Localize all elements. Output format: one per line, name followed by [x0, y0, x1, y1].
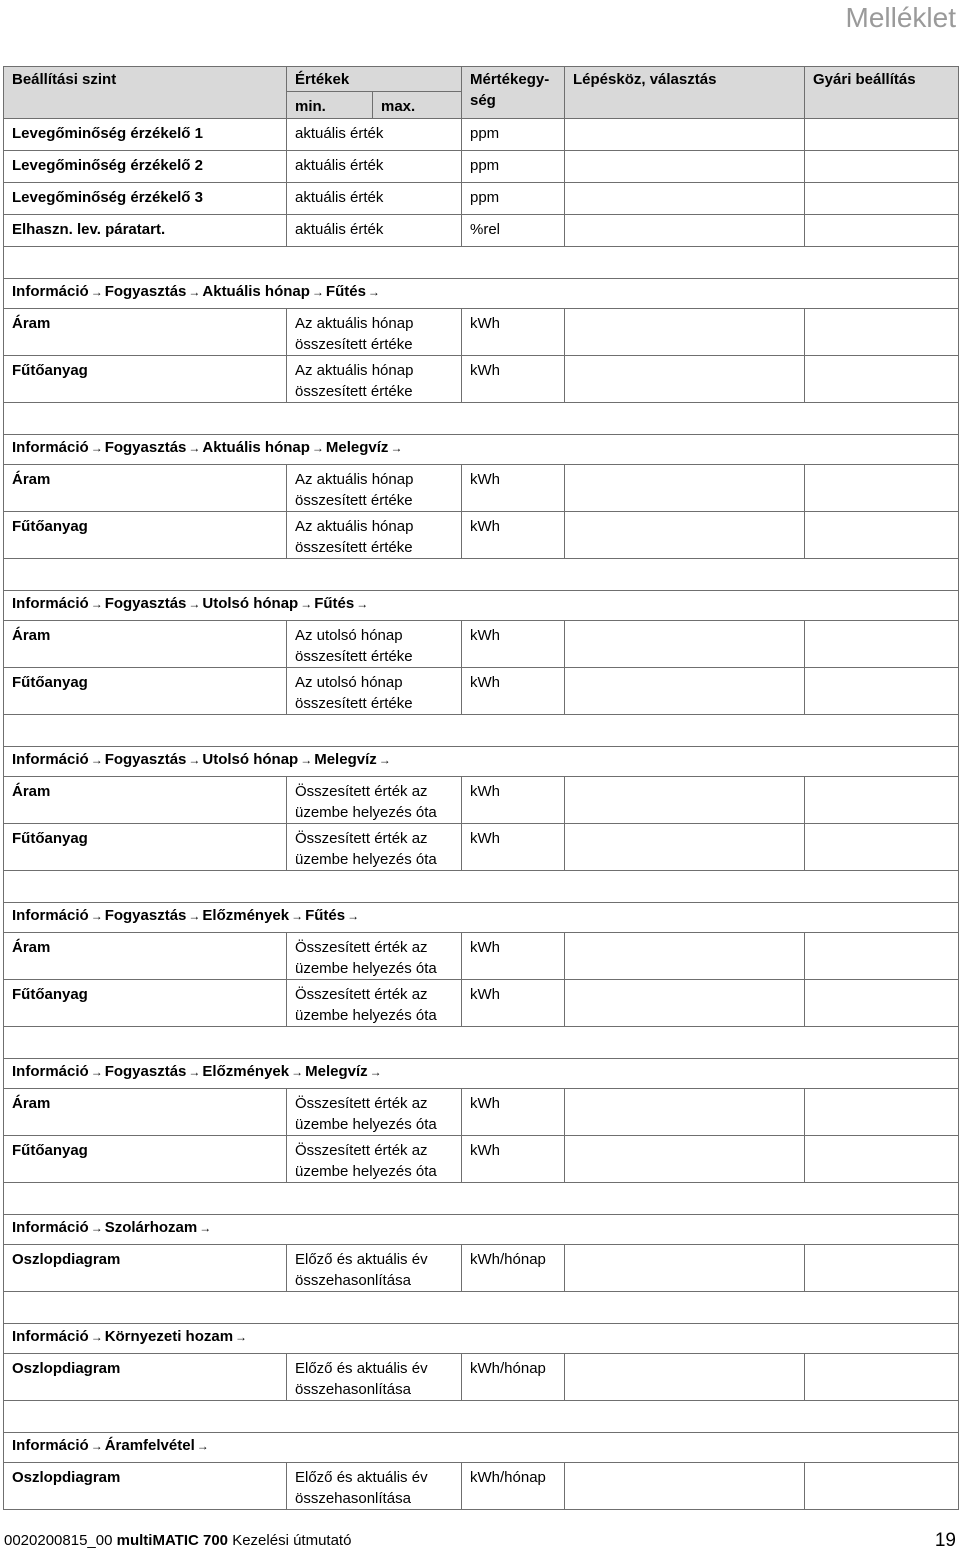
row-step	[565, 668, 805, 715]
row-label: Oszlopdiagram	[4, 1463, 287, 1510]
spacer-cell	[4, 1401, 959, 1433]
table-row	[4, 1354, 959, 1401]
row-step	[565, 151, 805, 183]
menu-path	[4, 747, 959, 777]
menu-path-item: Információ	[12, 907, 89, 924]
row-label: Áram	[4, 309, 287, 356]
table-row	[4, 1245, 959, 1292]
header-factory: Gyári beállítás	[805, 67, 959, 119]
menu-path-item: Információ	[12, 439, 89, 456]
row-value: aktuális érték	[287, 215, 462, 247]
row-value: Összesített érték az üzembe helyezés óta	[287, 777, 462, 824]
row-label: Áram	[4, 777, 287, 824]
row-label: Oszlopdiagram	[4, 1245, 287, 1292]
section-path-row	[4, 435, 959, 465]
table-row	[4, 621, 959, 668]
section-spacer-row	[4, 1027, 959, 1059]
row-factory	[805, 151, 959, 183]
row-unit: kWh/hónap	[462, 1463, 565, 1510]
menu-path-item: Információ	[12, 1219, 89, 1236]
row-unit: kWh	[462, 933, 565, 980]
page-title: Melléklet	[845, 2, 956, 33]
arrow-right-icon: →	[90, 441, 103, 455]
row-factory	[805, 933, 959, 980]
section-path-row	[4, 279, 959, 309]
section-spacer-row	[4, 871, 959, 903]
row-label: Levegőminőség érzékelő 2	[4, 151, 287, 183]
table-row	[4, 309, 959, 356]
arrow-right-icon: →	[188, 909, 201, 923]
menu-path-item: Fűtés	[305, 907, 346, 924]
row-unit: kWh	[462, 621, 565, 668]
arrow-right-icon: →	[90, 597, 103, 611]
menu-path	[4, 435, 959, 465]
header-setting: Beállítási szint	[4, 67, 287, 119]
arrow-right-icon: →	[188, 441, 201, 455]
row-unit: kWh/hónap	[462, 1245, 565, 1292]
table-row	[4, 1463, 959, 1510]
row-factory	[805, 1463, 959, 1510]
spacer-cell	[4, 1292, 959, 1324]
arrow-right-icon: →	[188, 1065, 201, 1079]
row-factory	[805, 621, 959, 668]
row-label: Oszlopdiagram	[4, 1354, 287, 1401]
row-value: Összesített érték az üzembe helyezés óta	[287, 933, 462, 980]
menu-path	[4, 279, 959, 309]
menu-path-item: Utolsó hónap	[202, 595, 299, 612]
section-spacer-row	[4, 247, 959, 279]
row-unit: ppm	[462, 119, 565, 151]
menu-path-item: Fogyasztás	[104, 907, 187, 924]
row-unit: kWh	[462, 356, 565, 403]
section-spacer-row	[4, 715, 959, 747]
section-path-row	[4, 903, 959, 933]
row-step	[565, 183, 805, 215]
row-step	[565, 980, 805, 1027]
row-label: Levegőminőség érzékelő 1	[4, 119, 287, 151]
menu-path-item: Aktuális hónap	[202, 439, 310, 456]
row-value: Előző és aktuális év összehasonlítása	[287, 1354, 462, 1401]
arrow-right-icon: →	[188, 285, 201, 299]
menu-path-item: Áramfelvétel	[104, 1437, 195, 1454]
row-factory	[805, 356, 959, 403]
arrow-right-icon: →	[90, 909, 103, 923]
row-step	[565, 356, 805, 403]
table-row	[4, 356, 959, 403]
row-label: Fűtőanyag	[4, 668, 287, 715]
arrow-right-icon: →	[90, 285, 103, 299]
header-step: Lépésköz, választás	[565, 67, 805, 119]
spacer-cell	[4, 403, 959, 435]
row-unit: kWh	[462, 465, 565, 512]
arrow-right-icon: →	[90, 753, 103, 767]
row-label: Fűtőanyag	[4, 824, 287, 871]
row-label: Áram	[4, 933, 287, 980]
section-spacer-row	[4, 403, 959, 435]
row-label: Fűtőanyag	[4, 980, 287, 1027]
table-row	[4, 668, 959, 715]
row-step	[565, 309, 805, 356]
menu-path-item: Információ	[12, 595, 89, 612]
menu-path-item: Információ	[12, 1437, 89, 1454]
row-label: Áram	[4, 465, 287, 512]
menu-path-item: Szolárhozam	[104, 1219, 198, 1236]
arrow-right-icon: →	[235, 1330, 248, 1344]
section-spacer-row	[4, 559, 959, 591]
table-row	[4, 933, 959, 980]
table-row	[4, 183, 959, 215]
section-spacer-row	[4, 1183, 959, 1215]
row-factory	[805, 119, 959, 151]
spacer-cell	[4, 871, 959, 903]
row-factory	[805, 1136, 959, 1183]
arrow-right-icon: →	[390, 441, 403, 455]
table-row	[4, 980, 959, 1027]
spacer-cell	[4, 715, 959, 747]
header-max: max.	[373, 92, 462, 119]
row-step	[565, 119, 805, 151]
section-path-row	[4, 591, 959, 621]
menu-path-item: Utolsó hónap	[202, 751, 299, 768]
arrow-right-icon: →	[367, 285, 380, 299]
row-step	[565, 512, 805, 559]
menu-path	[4, 903, 959, 933]
menu-path-item: Környezeti hozam	[104, 1328, 234, 1345]
row-value: Előző és aktuális év összehasonlítása	[287, 1463, 462, 1510]
menu-path-item: Melegvíz	[314, 751, 377, 768]
row-factory	[805, 465, 959, 512]
row-step	[565, 1463, 805, 1510]
table-header-row	[4, 67, 959, 92]
menu-path	[4, 1059, 959, 1089]
arrow-right-icon: →	[311, 441, 324, 455]
row-step	[565, 824, 805, 871]
arrow-right-icon: →	[369, 1065, 382, 1079]
menu-path-item: Fogyasztás	[104, 595, 187, 612]
section-spacer-row	[4, 1401, 959, 1433]
row-unit: %rel	[462, 215, 565, 247]
table-row	[4, 465, 959, 512]
arrow-right-icon: →	[378, 753, 391, 767]
table-row	[4, 512, 959, 559]
spacer-cell	[4, 247, 959, 279]
menu-path-item: Előzmények	[202, 1063, 290, 1080]
arrow-right-icon: →	[188, 597, 201, 611]
arrow-right-icon: →	[300, 597, 313, 611]
menu-path	[4, 591, 959, 621]
row-value: Előző és aktuális év összehasonlítása	[287, 1245, 462, 1292]
row-unit: kWh/hónap	[462, 1354, 565, 1401]
header-unit: Mértékegy- ség	[462, 67, 565, 119]
section-path-row	[4, 1059, 959, 1089]
arrow-right-icon: →	[311, 285, 324, 299]
menu-path-item: Melegvíz	[325, 439, 389, 456]
section-path-row	[4, 747, 959, 777]
row-value: aktuális érték	[287, 151, 462, 183]
row-unit: kWh	[462, 777, 565, 824]
row-value: Összesített érték az üzembe helyezés óta	[287, 1089, 462, 1136]
menu-path-item: Információ	[12, 1063, 89, 1080]
row-value: Az aktuális hónap összesített értéke	[287, 465, 462, 512]
row-factory	[805, 309, 959, 356]
row-factory	[805, 1354, 959, 1401]
arrow-right-icon: →	[356, 597, 369, 611]
spacer-cell	[4, 559, 959, 591]
row-factory	[805, 668, 959, 715]
footer-doc-code: 0020200815_00	[4, 1532, 113, 1549]
arrow-right-icon: →	[90, 1221, 103, 1235]
row-label: Fűtőanyag	[4, 1136, 287, 1183]
row-factory	[805, 777, 959, 824]
row-label: Fűtőanyag	[4, 512, 287, 559]
row-step	[565, 1245, 805, 1292]
row-unit: ppm	[462, 151, 565, 183]
arrow-right-icon: →	[291, 909, 304, 923]
row-step	[565, 933, 805, 980]
row-value: Az aktuális hónap összesített értéke	[287, 309, 462, 356]
menu-path	[4, 1433, 959, 1463]
row-factory	[805, 183, 959, 215]
arrow-right-icon: →	[90, 1330, 103, 1344]
row-value: Az utolsó hónap összesített értéke	[287, 621, 462, 668]
row-unit: kWh	[462, 668, 565, 715]
row-label: Áram	[4, 621, 287, 668]
table-row	[4, 151, 959, 183]
header-min: min.	[287, 92, 373, 119]
arrow-right-icon: →	[188, 753, 201, 767]
row-unit: kWh	[462, 980, 565, 1027]
spacer-cell	[4, 1183, 959, 1215]
table-row	[4, 777, 959, 824]
section-path-row	[4, 1215, 959, 1245]
menu-path-item: Fűtés	[314, 595, 355, 612]
row-label: Áram	[4, 1089, 287, 1136]
spacer-cell	[4, 1027, 959, 1059]
row-value: Összesített érték az üzembe helyezés óta	[287, 824, 462, 871]
row-label: Levegőminőség érzékelő 3	[4, 183, 287, 215]
menu-path-item: Fogyasztás	[104, 751, 187, 768]
row-value: aktuális érték	[287, 183, 462, 215]
menu-path-item: Információ	[12, 751, 89, 768]
menu-path-item: Fogyasztás	[104, 283, 187, 300]
footer-brand: multiMATIC 700	[116, 1532, 229, 1549]
menu-path-item: Előzmények	[202, 907, 290, 924]
arrow-right-icon: →	[300, 753, 313, 767]
row-factory	[805, 512, 959, 559]
menu-path-item: Fogyasztás	[104, 1063, 187, 1080]
table-row	[4, 1089, 959, 1136]
menu-path-item: Információ	[12, 1328, 89, 1345]
footer	[4, 1532, 351, 1549]
row-value: Az aktuális hónap összesített értéke	[287, 512, 462, 559]
arrow-right-icon: →	[196, 1439, 209, 1453]
table-row	[4, 824, 959, 871]
menu-path-item: Melegvíz	[305, 1063, 368, 1080]
arrow-right-icon: →	[199, 1221, 212, 1235]
header-values: Értékek	[287, 67, 462, 92]
row-label: Elhaszn. lev. páratart.	[4, 215, 287, 247]
row-value: Az aktuális hónap összesített értéke	[287, 356, 462, 403]
section-path-row	[4, 1324, 959, 1354]
table-row	[4, 119, 959, 151]
section-spacer-row	[4, 1292, 959, 1324]
menu-path-item: Aktuális hónap	[202, 283, 310, 300]
row-step	[565, 1136, 805, 1183]
page-number: 19	[934, 1530, 956, 1551]
section-path-row	[4, 1433, 959, 1463]
footer-doc-title: Kezelési útmutató	[232, 1532, 352, 1549]
menu-path	[4, 1215, 959, 1245]
row-unit: kWh	[462, 1136, 565, 1183]
row-step	[565, 465, 805, 512]
menu-path	[4, 1324, 959, 1354]
settings-table	[3, 66, 959, 1510]
arrow-right-icon: →	[90, 1065, 103, 1079]
row-factory	[805, 824, 959, 871]
arrow-right-icon: →	[347, 909, 360, 923]
row-step	[565, 777, 805, 824]
row-value: Összesített érték az üzembe helyezés óta	[287, 1136, 462, 1183]
row-factory	[805, 1089, 959, 1136]
row-step	[565, 1089, 805, 1136]
table-row	[4, 215, 959, 247]
menu-path-item: Fűtés	[325, 283, 366, 300]
row-unit: kWh	[462, 824, 565, 871]
row-unit: kWh	[462, 1089, 565, 1136]
row-value: Az utolsó hónap összesített értéke	[287, 668, 462, 715]
row-unit: ppm	[462, 183, 565, 215]
row-factory	[805, 1245, 959, 1292]
row-value: Összesített érték az üzembe helyezés óta	[287, 980, 462, 1027]
row-unit: kWh	[462, 512, 565, 559]
row-label: Fűtőanyag	[4, 356, 287, 403]
row-factory	[805, 215, 959, 247]
row-value: aktuális érték	[287, 119, 462, 151]
menu-path-item: Fogyasztás	[104, 439, 187, 456]
table-row	[4, 1136, 959, 1183]
row-step	[565, 215, 805, 247]
arrow-right-icon: →	[291, 1065, 304, 1079]
row-step	[565, 621, 805, 668]
row-step	[565, 1354, 805, 1401]
row-factory	[805, 980, 959, 1027]
menu-path-item: Információ	[12, 283, 89, 300]
row-unit: kWh	[462, 309, 565, 356]
arrow-right-icon: →	[90, 1439, 103, 1453]
